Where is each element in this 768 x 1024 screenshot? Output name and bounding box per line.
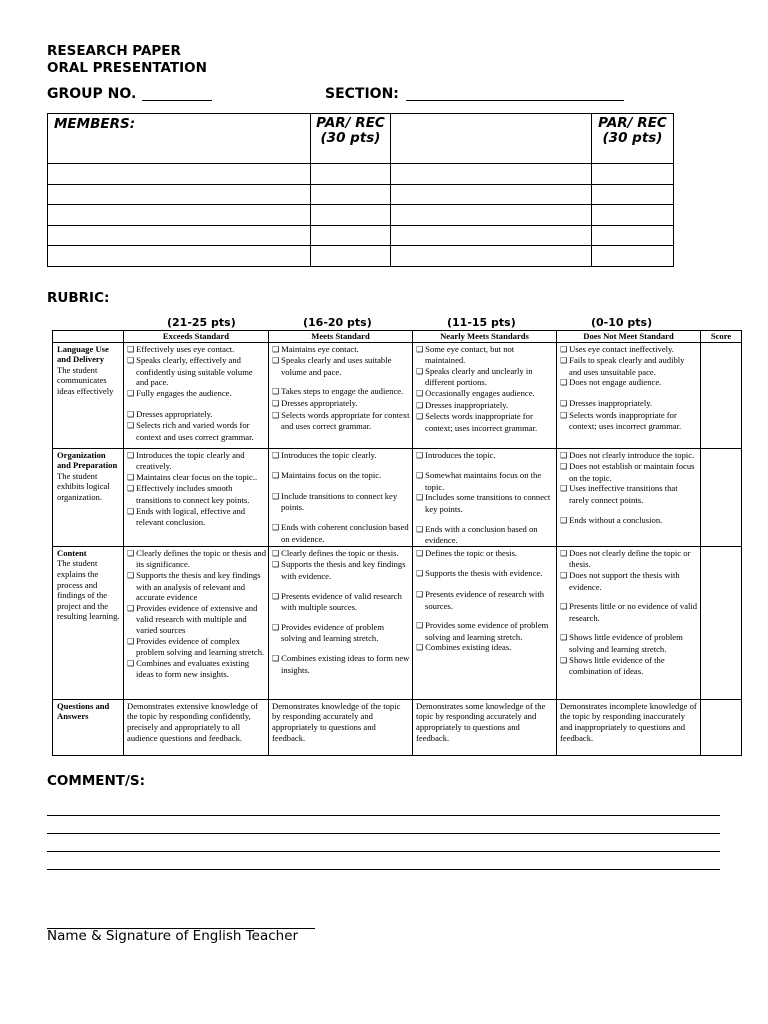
member-name-cell[interactable]	[48, 184, 311, 205]
points-exceeds: (21-25 pts)	[167, 316, 236, 329]
checklist-item: ❑ Provides evidence of extensive and valid research with multiple and varied sources	[127, 603, 266, 636]
cell-nearly: Demonstrates some knowledge of the topic by responding accurately and appropriately to questions and feedback.	[413, 699, 557, 755]
item-gap	[272, 582, 410, 591]
item-gap	[416, 559, 554, 568]
item-gap	[272, 513, 410, 522]
checklist-item: ❑ Introduces the topic clearly and creatively.	[127, 450, 266, 472]
members-table	[47, 113, 674, 267]
member-name-cell[interactable]	[391, 164, 592, 185]
comments-label: COMMENT/S:	[47, 773, 146, 789]
member-name-cell[interactable]	[391, 184, 592, 205]
checklist-item: ❑ Maintains focus on the topic.	[272, 470, 410, 482]
checklist-item: ❑ Selects words inappropriate for context; uses incorrect grammar.	[416, 411, 554, 433]
member-name-cell[interactable]	[391, 246, 592, 267]
cell-exceeds	[124, 448, 269, 546]
checklist-item: ❑ Supports the thesis and key findings with an analysis of relevant and accurate evidence	[127, 570, 266, 603]
checklist-item: ❑ Speaks clearly, effectively and confidently using suitable volume and pace.	[127, 355, 266, 388]
checklist-item: ❑ Uses eye contact ineffectively.	[560, 344, 698, 356]
member-row	[48, 205, 674, 226]
item-gap	[272, 613, 410, 622]
checklist-item: ❑ Dresses inappropriately.	[560, 398, 698, 410]
criterion-desc: The student exhibits logical organization.	[57, 470, 110, 502]
member-name-cell[interactable]	[391, 205, 592, 226]
title-oral-presentation: ORAL PRESENTATION	[47, 60, 207, 76]
member-name-cell[interactable]	[48, 246, 311, 267]
checklist-item: ❑ Effectively uses eye contact.	[127, 344, 266, 356]
rubric-row-organization	[53, 448, 742, 546]
cell-exceeds: Demonstrates extensive knowledge of the topic by responding confidently, precisely and appropriately to all audience questions and feedback.	[124, 699, 269, 755]
cell-not-meet: Demonstrates incomplete knowledge of the topic by responding inaccurately and inappropriately to questions and feedback.	[557, 699, 701, 755]
rubric-row-content	[53, 546, 742, 699]
checklist-item: ❑ Presents little or no evidence of valid research.	[560, 601, 698, 623]
par-rec-cell[interactable]	[592, 225, 674, 246]
cell-not-meet	[557, 546, 701, 699]
criterion-qa	[53, 699, 124, 755]
checklist-item: ❑ Includes some transitions to connect key points.	[416, 492, 554, 514]
par-rec-cell[interactable]	[311, 246, 391, 267]
checklist-item: ❑ Ends without a conclusion.	[560, 515, 698, 527]
score-cell-language[interactable]	[701, 342, 742, 448]
member-row	[48, 164, 674, 185]
checklist-item: ❑ Fails to speak clearly and audibly and uses unsuitable pace.	[560, 355, 698, 377]
par-rec-cell[interactable]	[311, 164, 391, 185]
group-no-label: GROUP NO.	[47, 86, 137, 102]
criterion-content	[53, 546, 124, 699]
item-gap	[416, 580, 554, 589]
item-gap	[560, 389, 698, 398]
checklist-item: ❑ Supports the thesis with evidence.	[416, 568, 554, 580]
rubric-row-qa	[53, 699, 742, 755]
cell-not-meet	[557, 342, 701, 448]
cell-meets	[269, 546, 413, 699]
checklist-item: ❑ Introduces the topic clearly.	[272, 450, 410, 462]
cell-nearly	[413, 448, 557, 546]
points-not-meet: (0-10 pts)	[591, 316, 653, 329]
checklist-item: ❑ Does not engage audience.	[560, 377, 698, 389]
item-gap	[416, 461, 554, 470]
rubric-label: RUBRIC:	[47, 290, 110, 306]
cell-meets	[269, 342, 413, 448]
checklist-item: ❑ Provides evidence of problem solving and learning stretch.	[272, 622, 410, 644]
checklist-item: ❑ Clearly defines the topic or thesis.	[272, 548, 410, 560]
par-rec-cell[interactable]	[592, 184, 674, 205]
points-meets: (16-20 pts)	[303, 316, 372, 329]
checklist-item: ❑ Include transitions to connect key points.	[272, 491, 410, 513]
checklist-item: ❑ Provides evidence of complex problem solving and learning stretch.	[127, 636, 266, 658]
checklist-item: ❑ Effectively includes smooth transitions to connect key points.	[127, 483, 266, 505]
item-gap	[272, 482, 410, 491]
criterion-title: Organization and Preparation	[57, 449, 118, 471]
checklist-item: ❑ Defines the topic or thesis.	[416, 548, 554, 560]
checklist-item: ❑ Shows little evidence of the combination of ideas.	[560, 655, 698, 677]
criterion-desc: The student communicates ideas effectively	[57, 364, 114, 396]
par-rec-cell[interactable]	[311, 205, 391, 226]
par-rec-cell[interactable]	[311, 225, 391, 246]
member-row	[48, 184, 674, 205]
checklist-item: ❑ Clearly defines the topic or thesis and its significance.	[127, 548, 266, 570]
item-gap	[560, 592, 698, 601]
member-name-cell[interactable]	[391, 225, 592, 246]
checklist-item: ❑ Some eye contact, but not maintained.	[416, 344, 554, 366]
member-name-cell[interactable]	[48, 225, 311, 246]
checklist-item: ❑ Takes steps to engage the audience.	[272, 386, 410, 398]
checklist-item: ❑ Combines and evaluates existing ideas to form new insights.	[127, 658, 266, 680]
item-gap	[560, 623, 698, 632]
item-gap	[416, 515, 554, 524]
comment-line[interactable]	[47, 851, 720, 852]
checklist-item: ❑ Selects words appropriate for context and uses correct grammar.	[272, 410, 410, 432]
members-header: MEMBERS:	[48, 114, 311, 164]
blank-header	[391, 114, 592, 164]
checklist-item: ❑ Occasionally engages audience.	[416, 388, 554, 400]
par-rec-cell[interactable]	[592, 246, 674, 267]
rubric-corner	[53, 331, 124, 343]
item-gap	[127, 400, 266, 409]
cell-exceeds	[124, 546, 269, 699]
col-nearly: Nearly Meets Standards	[413, 331, 557, 343]
cell-meets: Demonstrates knowledge of the topic by responding accurately and appropriately to questions and feedback.	[269, 699, 413, 755]
cell-meets	[269, 448, 413, 546]
checklist-item: ❑ Provides some evidence of problem solving and learning stretch.	[416, 620, 554, 642]
checklist-item: ❑ Does not establish or maintain focus on the topic.	[560, 461, 698, 483]
checklist-item: ❑ Dresses appropriately.	[272, 398, 410, 410]
score-cell-organization[interactable]	[701, 448, 742, 546]
checklist-item: ❑ Combines existing ideas.	[416, 642, 554, 654]
signature-label: Name & Signature of English Teacher	[47, 928, 299, 944]
criterion-language	[53, 342, 124, 448]
comment-line[interactable]	[47, 815, 720, 816]
par-rec-header-2: PAR/ REC (30 pts)	[592, 114, 674, 164]
score-cell-content[interactable]	[701, 546, 742, 699]
item-gap	[416, 611, 554, 620]
checklist-item: ❑ Introduces the topic.	[416, 450, 554, 462]
checklist-item: ❑ Presents evidence of valid research with multiple sources.	[272, 591, 410, 613]
cell-not-meet	[557, 448, 701, 546]
criterion-title: Questions and Answers	[57, 700, 110, 722]
criterion-desc: The student explains the process and findings of the project and the resulting learning.	[57, 558, 120, 622]
col-exceeds: Exceeds Standard	[124, 331, 269, 343]
par-rec-cell[interactable]	[592, 205, 674, 226]
member-row	[48, 225, 674, 246]
points-nearly: (11-15 pts)	[447, 316, 516, 329]
comment-line[interactable]	[47, 833, 720, 834]
checklist-item: ❑ Shows little evidence of problem solving and learning stretch.	[560, 632, 698, 654]
checklist-item: ❑ Does not clearly define the topic or thesis.	[560, 548, 698, 570]
checklist-item: ❑ Maintains clear focus on the topic..	[127, 472, 266, 484]
item-gap	[560, 506, 698, 515]
cell-nearly	[413, 342, 557, 448]
col-meets: Meets Standard	[269, 331, 413, 343]
checklist-item: ❑ Speaks clearly and uses suitable volume and pace.	[272, 355, 410, 377]
checklist-item: ❑ Combines existing ideas to form new insights.	[272, 653, 410, 675]
item-gap	[272, 461, 410, 470]
item-gap	[272, 644, 410, 653]
checklist-item: ❑ Maintains eye contact.	[272, 344, 410, 356]
checklist-item: ❑ Ends with logical, effective and relevant conclusion.	[127, 506, 266, 528]
par-rec-cell[interactable]	[592, 164, 674, 185]
col-not-meet: Does Not Meet Standard	[557, 331, 701, 343]
checklist-item: ❑ Speaks clearly and unclearly in different portions.	[416, 366, 554, 388]
score-cell-qa[interactable]	[701, 699, 742, 755]
comment-line[interactable]	[47, 869, 720, 870]
section-label: SECTION:	[325, 86, 399, 102]
checklist-item: ❑ Ends with coherent conclusion based on evidence.	[272, 522, 410, 544]
cell-exceeds	[124, 342, 269, 448]
checklist-item: ❑ Somewhat maintains focus on the topic.	[416, 470, 554, 492]
criterion-title: Language Use and Delivery	[57, 343, 109, 365]
rubric-row-language	[53, 342, 742, 448]
criterion-organization	[53, 448, 124, 546]
section-blank[interactable]	[406, 100, 624, 101]
checklist-item: ❑ Fully engages the audience.	[127, 388, 266, 400]
checklist-item: ❑ Selects words inappropriate for context; uses incorrect grammar.	[560, 410, 698, 432]
member-row	[48, 246, 674, 267]
checklist-item: ❑ Does not clearly introduce the topic.	[560, 450, 698, 462]
group-no-blank[interactable]	[142, 100, 212, 101]
checklist-item: ❑ Supports the thesis and key findings with evidence.	[272, 559, 410, 581]
checklist-item: ❑ Uses ineffective transitions that rarely connect points.	[560, 483, 698, 505]
col-score: Score	[701, 331, 742, 343]
par-rec-cell[interactable]	[311, 184, 391, 205]
member-name-cell[interactable]	[48, 205, 311, 226]
cell-nearly	[413, 546, 557, 699]
member-name-cell[interactable]	[48, 164, 311, 185]
checklist-item: ❑ Selects rich and varied words for context and uses correct grammar.	[127, 420, 266, 442]
checklist-item: ❑ Does not support the thesis with evidence.	[560, 570, 698, 592]
checklist-item: ❑ Dresses appropriately.	[127, 409, 266, 421]
rubric-table	[52, 330, 742, 756]
checklist-item: ❑ Dresses inappropriately.	[416, 400, 554, 412]
item-gap	[272, 377, 410, 386]
title-research-paper: RESEARCH PAPER	[47, 43, 181, 59]
criterion-title: Content	[57, 547, 87, 558]
par-rec-header-1: PAR/ REC (30 pts)	[311, 114, 391, 164]
checklist-item: ❑ Presents evidence of research with sources.	[416, 589, 554, 611]
checklist-item: ❑ Ends with a conclusion based on evidence.	[416, 524, 554, 546]
